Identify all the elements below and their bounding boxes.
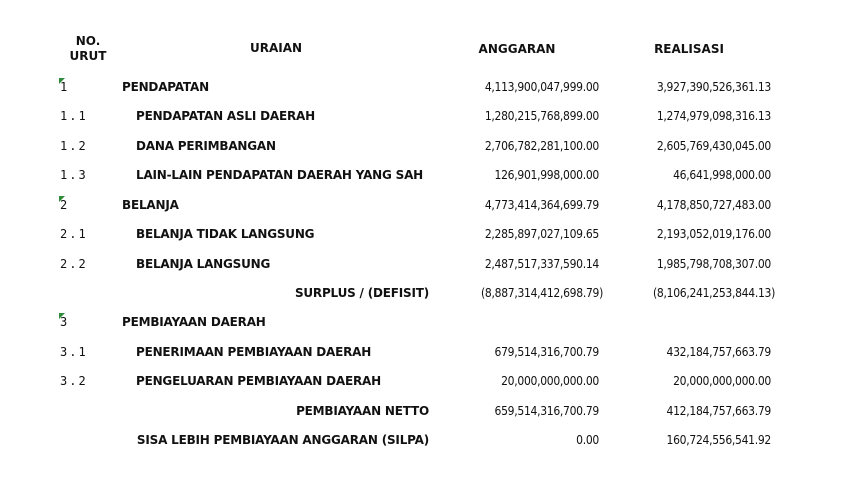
row-description: PENERIMAAN PEMBIAYAAN DAERAH — [136, 345, 372, 359]
row-realisasi: 412,184,757,663.79 — [666, 404, 771, 418]
header-anggaran: ANGGARAN — [478, 42, 556, 56]
row-description: BELANJA TIDAK LANGSUNG — [136, 227, 315, 241]
row-number: 1 — [60, 80, 70, 94]
row-number: 3.2 — [60, 374, 88, 388]
row-anggaran: 2,487,517,337,590.14 — [484, 257, 599, 271]
row-description: BELANJA LANGSUNG — [136, 257, 271, 271]
row-description: PEMBIAYAAN DAERAH — [122, 315, 266, 329]
row-realisasi: 2,193,052,019,176.00 — [656, 227, 771, 241]
row-number: 1.3 — [60, 168, 88, 182]
header-realisasi: REALISASI — [654, 42, 724, 56]
row-anggaran: 679,514,316,700.79 — [494, 345, 599, 359]
table-row — [0, 166, 867, 186]
row-description: DANA PERIMBANGAN — [136, 139, 276, 153]
row-anggaran: 20,000,000,000.00 — [501, 374, 599, 388]
table-row-summary — [0, 402, 867, 422]
header-no-line1: NO. — [75, 34, 101, 48]
row-number: 3 — [60, 315, 70, 329]
row-description: PEMBIAYAAN NETTO — [296, 404, 429, 418]
row-realisasi: 20,000,000,000.00 — [673, 374, 771, 388]
table-row — [0, 313, 867, 333]
table-row — [0, 196, 867, 216]
row-realisasi: 432,184,757,663.79 — [666, 345, 771, 359]
row-realisasi: 3,927,390,526,361.13 — [656, 80, 771, 94]
table-row — [0, 372, 867, 392]
table-row — [0, 137, 867, 157]
header-no-line2: URUT — [69, 49, 107, 63]
row-anggaran: (8,887,314,412,698.79) — [481, 286, 603, 300]
row-realisasi: 4,178,850,727,483.00 — [656, 198, 771, 212]
table-row — [0, 343, 867, 363]
row-realisasi: 1,985,798,708,307.00 — [656, 257, 771, 271]
header-uraian: URAIAN — [249, 41, 303, 55]
table-row — [0, 255, 867, 275]
row-anggaran: 4,773,414,364,699.79 — [484, 198, 599, 212]
row-number: 2 — [60, 198, 70, 212]
row-realisasi: (8,106,241,253,844.13) — [653, 286, 775, 300]
row-anggaran: 4,113,900,047,999.00 — [484, 80, 599, 94]
table-row-summary — [0, 284, 867, 304]
row-anggaran: 659,514,316,700.79 — [494, 404, 599, 418]
table-row — [0, 225, 867, 245]
row-description: LAIN-LAIN PENDAPATAN DAERAH YANG SAH — [136, 168, 423, 182]
row-description: BELANJA — [122, 198, 179, 212]
header-no — [68, 34, 108, 64]
row-number: 2.1 — [60, 227, 88, 241]
row-description: PENDAPATAN — [122, 80, 209, 94]
row-description: PENDAPATAN ASLI DAERAH — [136, 109, 315, 123]
table-row-summary — [0, 431, 867, 451]
row-number: 2.2 — [60, 257, 88, 271]
row-description: PENGELUARAN PEMBIAYAAN DAERAH — [136, 374, 381, 388]
row-description: SURPLUS / (DEFISIT) — [294, 286, 429, 300]
row-number: 3.1 — [60, 345, 88, 359]
row-number: 1.1 — [60, 109, 88, 123]
row-anggaran: 2,285,897,027,109.65 — [484, 227, 599, 241]
table-row — [0, 107, 867, 127]
row-description: SISA LEBIH PEMBIAYAAN ANGGARAN (SILPA) — [136, 433, 429, 447]
row-anggaran: 1,280,215,768,899.00 — [484, 109, 599, 123]
table-row — [0, 78, 867, 98]
row-realisasi: 46,641,998,000.00 — [673, 168, 771, 182]
row-anggaran: 0.00 — [576, 433, 599, 447]
row-anggaran: 126,901,998,000.00 — [494, 168, 599, 182]
row-anggaran: 2,706,782,281,100.00 — [484, 139, 599, 153]
row-realisasi: 160,724,556,541.92 — [666, 433, 771, 447]
row-realisasi: 1,274,979,098,316.13 — [656, 109, 771, 123]
row-number: 1.2 — [60, 139, 88, 153]
row-realisasi: 2,605,769,430,045.00 — [656, 139, 771, 153]
